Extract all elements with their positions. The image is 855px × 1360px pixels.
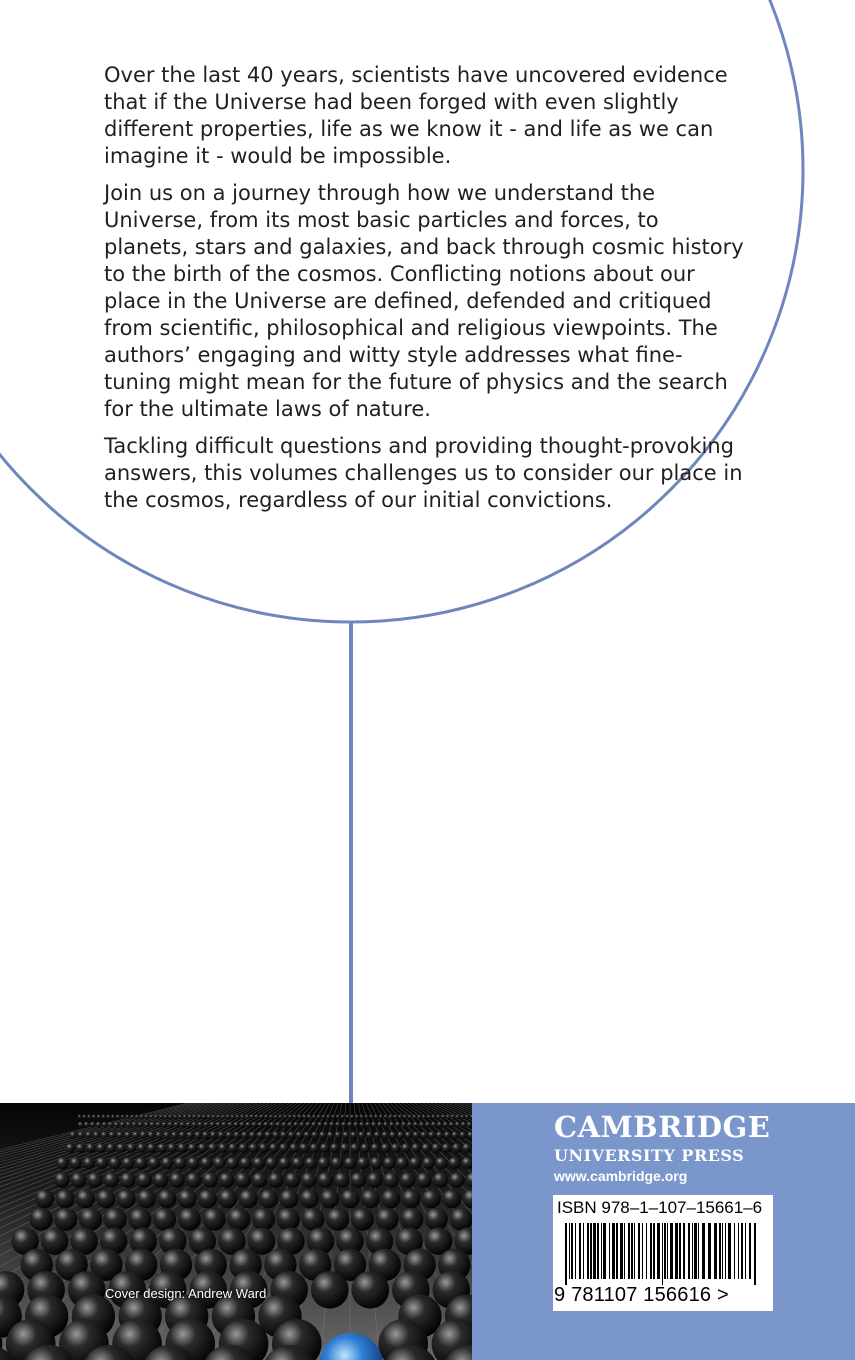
blurb-text [104,62,744,524]
sphere-field-image [0,1103,472,1360]
blurb-paragraph-1: Over the last 40 years, scientists have uncovered evidence that if the Universe had been forged with even slightly different properties, life as we know it - and life as we can imagine it - would be impossible. [104,63,728,168]
publisher-panel [472,1103,855,1360]
barcode-digits: 9 781107 156616 > [554,1284,729,1306]
blurb-paragraph-3: Tackling difficult questions and providing thought-provoking answers, this volumes challenges us to consider our place in the cosmos, regardless of our initial convictions. [104,434,743,512]
blurb-paragraph-2: Join us on a journey through how we understand the Universe, from its most basic particles and forces, to planets, stars and galaxies, and back through cosmic history to the birth of the cosmos. Conflicting notions about our place in the Universe are defined, defended and critiqued from scientific, philosophical and religious viewpoints. The authors’ engaging and witty style addresses what fine-tuning might mean for the future of physics and the search for the ultimate laws of nature. [104,181,744,421]
isbn-label: ISBN 978–1–107–15661–6 [557,1198,763,1217]
publisher-name: CAMBRIDGE [554,1110,771,1144]
barcode-graphic [557,1223,769,1285]
publisher-url: www.cambridge.org [554,1168,688,1184]
cover-design-credit: Cover design: Andrew Ward [105,1286,267,1301]
isbn-barcode-box [553,1195,773,1311]
publisher-subtitle: UNIVERSITY PRESS [554,1146,745,1165]
